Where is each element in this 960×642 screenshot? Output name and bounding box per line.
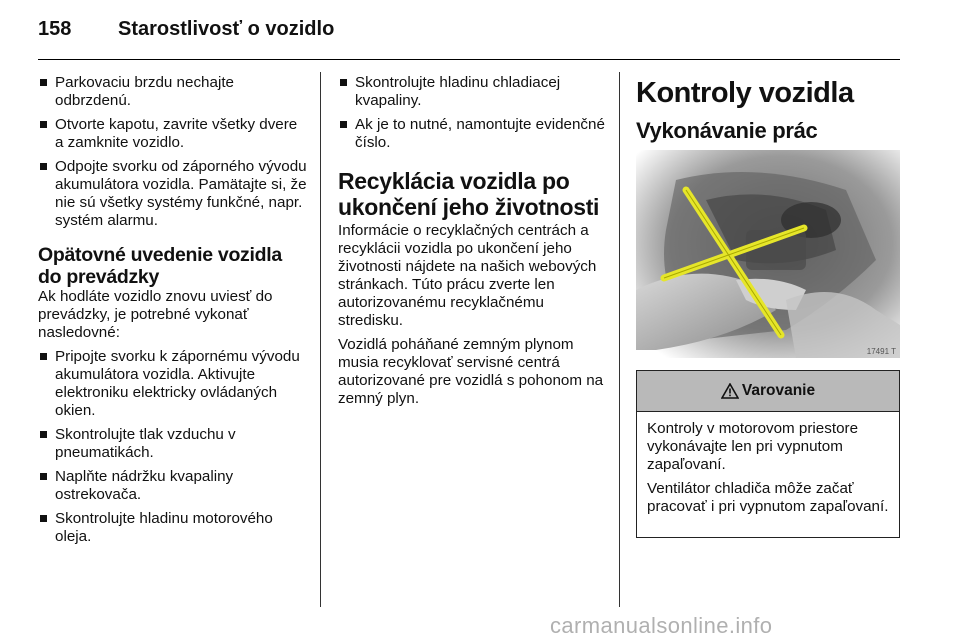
bullet-icon	[40, 473, 47, 480]
column-2	[338, 74, 608, 414]
subsection-title: Vykonávanie prác	[636, 118, 818, 143]
photo-reference-label: 17491 T	[866, 347, 896, 356]
section-heading-recommissioning: Opätovné uvedenie vozidla do prevádzky	[38, 244, 282, 288]
list-item: Skontrolujte tlak vzduchu v pneumatikách.	[38, 426, 308, 462]
recycling-paragraph-2: Vozidlá poháňané zemným plynom musia recyklovať servisné centrá autorizované pre vozidlá s pohonom na zemný plyn.	[338, 336, 604, 407]
bullet-icon	[40, 163, 47, 170]
list-item: Skontrolujte hladinu motorového oleja.	[38, 510, 308, 546]
list-item: Naplňte nádržku kvapaliny ostrekovača.	[38, 468, 308, 504]
engine-bay-illustration	[636, 150, 900, 358]
storage-steps-list	[38, 74, 308, 230]
bullet-icon	[40, 79, 47, 86]
warning-paragraph-1: Kontroly v motorovom priestore vykonávajte len pri vypnutom zapaľovaní.	[647, 420, 859, 473]
section-heading-recycling: Recyklácia vozidla po ukončení jeho životnosti	[338, 168, 600, 220]
list-item: Otvorte kapotu, zavrite všetky dvere a zamknite vozidlo.	[38, 116, 308, 152]
column-1	[38, 74, 308, 552]
bullet-icon	[40, 121, 47, 128]
bullet-icon	[40, 353, 47, 360]
recommissioning-intro: Ak hodláte vozidlo znovu uviesť do prevádzky, je potrebné vykonať nasledovné:	[38, 288, 273, 341]
bullet-icon	[340, 121, 347, 128]
page-header	[38, 18, 900, 48]
warning-paragraph-2: Ventilátor chladiča môže začať pracovať i pri vypnutom zapaľovaní.	[647, 480, 889, 515]
watermark: carmanualsonline.info	[550, 613, 773, 638]
warning-body	[637, 412, 899, 516]
bullet-icon	[340, 79, 347, 86]
list-item: Parkovaciu brzdu nechajte odbrzdenú.	[38, 74, 308, 110]
warning-header	[637, 371, 899, 412]
bullet-icon	[40, 431, 47, 438]
list-item: Odpojte svorku od záporného vývodu akumulátora vozidla. Pamätajte si, že nie sú všetky systémy funkčné, napr. systém alarmu.	[38, 158, 308, 230]
recycling-paragraph-1: Informácie o recyklačných centrách a recyklácii vozidla po ukončení jeho životnosti nájdete na našich webových stránkach. Túto prácu zverte len autorizovanému recyklačnému stredisku.	[338, 222, 597, 329]
column-3	[636, 76, 904, 144]
page-number: 158	[38, 18, 72, 40]
header-rule	[38, 59, 900, 60]
warning-heading: Varovanie	[741, 382, 816, 399]
list-item: Ak je to nutné, namontujte evidenčné číslo.	[338, 116, 608, 152]
list-item: Pripojte svorku k zápornému vývodu akumulátora vozidla. Aktivujte elektroniku elektricky ovládaných okien.	[38, 348, 308, 420]
engine-bay-photo	[636, 150, 900, 358]
list-item: Skontrolujte hladinu chladiacej kvapaliny.	[338, 74, 608, 110]
page-section-title: Kontroly vozidla	[636, 77, 854, 109]
recommissioning-steps-list	[38, 348, 308, 546]
recommissioning-steps-continued	[338, 74, 608, 152]
warning-box	[636, 370, 900, 538]
chapter-title: Starostlivosť o vozidlo	[118, 18, 335, 40]
warning-triangle-icon	[721, 383, 739, 399]
column-divider-2	[619, 72, 620, 607]
column-divider-1	[320, 72, 321, 607]
bullet-icon	[40, 515, 47, 522]
